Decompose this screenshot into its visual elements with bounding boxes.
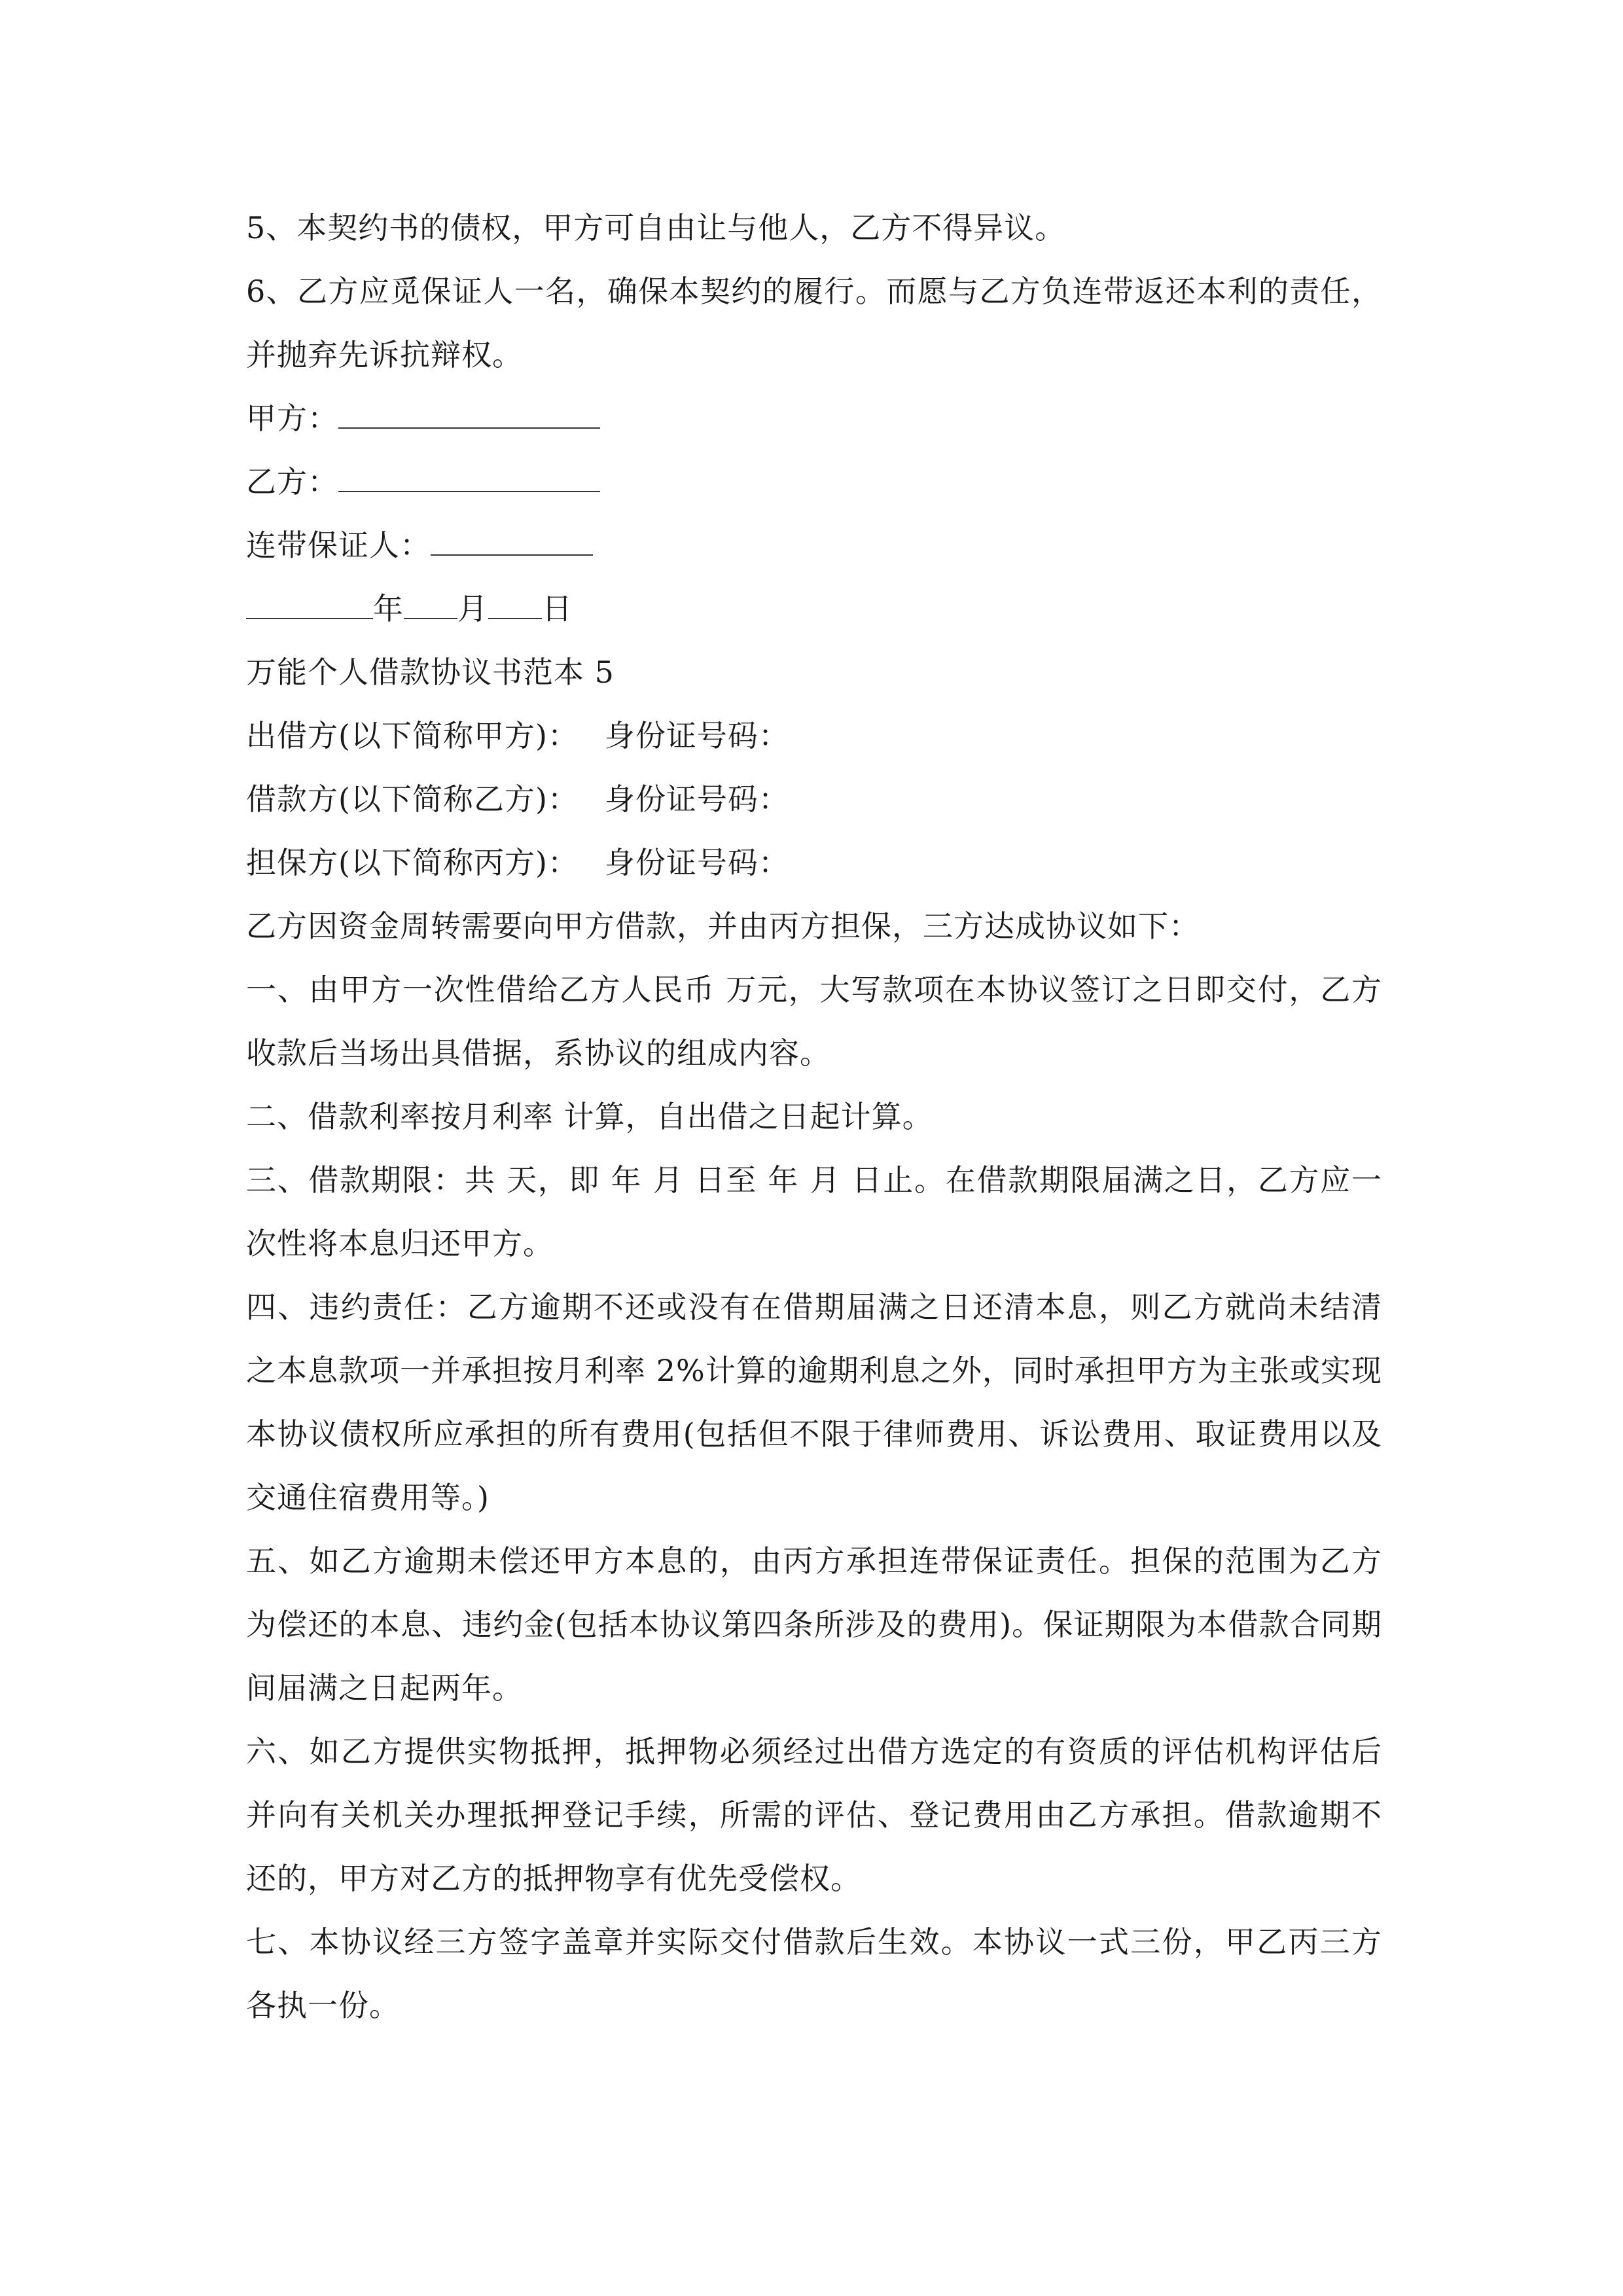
article-2: 二、借款利率按月利率 计算，自出借之日起计算。 bbox=[246, 1099, 933, 1134]
party-guarantor-label: 担保方(以下简称丙方)： bbox=[246, 845, 579, 880]
article-3: 三、借款期限：共 天，即 年 月 日至 年 月 日止。在借款期限届满之日，乙方应一次性将本息归还甲方。 bbox=[246, 1162, 1382, 1261]
year-label: 年 bbox=[373, 591, 404, 626]
party-b-label: 乙方： bbox=[246, 464, 338, 499]
party-lender-id-label: 身份证号码： bbox=[604, 718, 789, 753]
article-1: 一、由甲方一次性借给乙方人民币 万元，大写款项在本协议签订之日即交付，乙方收款后当场出具借据，系协议的组成内容。 bbox=[246, 972, 1382, 1071]
party-b-blank bbox=[338, 454, 600, 492]
party-guarantor-id-label: 身份证号码： bbox=[604, 845, 789, 880]
guarantor-label: 连带保证人： bbox=[246, 528, 431, 563]
article-7: 七、本协议经三方签字盖章并实际交付借款后生效。本协议一式三份，甲乙丙三方各执一份。 bbox=[246, 1924, 1382, 2023]
party-borrower-id-label: 身份证号码： bbox=[604, 781, 789, 817]
party-b-signature-line bbox=[246, 450, 1382, 514]
party-lender-line bbox=[246, 704, 1382, 768]
month-blank bbox=[404, 581, 457, 619]
party-borrower-line bbox=[246, 768, 1382, 831]
party-a-signature-line bbox=[246, 387, 1382, 450]
clause-5: 5、本契约书的债权，甲方可自由让与他人，乙方不得异议。 bbox=[246, 210, 1066, 245]
party-a-blank bbox=[338, 391, 600, 429]
day-blank bbox=[488, 581, 542, 619]
agreement-intro: 乙方因资金周转需要向甲方借款，并由丙方担保，三方达成协议如下： bbox=[246, 908, 1200, 944]
party-guarantor-line bbox=[246, 831, 1382, 895]
date-line bbox=[246, 577, 1382, 641]
article-5: 五、如乙方逾期未偿还甲方本息的，由丙方承担连带保证责任。担保的范围为乙方为偿还的本息、违约金(包括本协议第四条所涉及的费用)。保证期限为本借款合同期间届满之日起两年。 bbox=[246, 1543, 1382, 1706]
article-6: 六、如乙方提供实物抵押，抵押物必须经过出借方选定的有资质的评估机构评估后并向有关机关办理抵押登记手续，所需的评估、登记费用由乙方承担。借款逾期不还的，甲方对乙方的抵押物享有优先受偿权。 bbox=[246, 1734, 1382, 1896]
document-body bbox=[246, 196, 1382, 2037]
party-a-label: 甲方： bbox=[246, 401, 338, 436]
clause-6: 6、乙方应觅保证人一名，确保本契约的履行。而愿与乙方负连带返还本利的责任，并抛弃先诉抗辩权。 bbox=[246, 274, 1382, 372]
year-blank bbox=[246, 581, 373, 619]
guarantor-signature-line bbox=[246, 514, 1382, 577]
guarantor-blank bbox=[431, 518, 593, 556]
section-title: 万能个人借款协议书范本 5 bbox=[246, 655, 615, 690]
article-4: 四、违约责任：乙方逾期不还或没有在借期届满之日还清本息，则乙方就尚未结清之本息款项一并承担按月利率 2%计算的逾期利息之外，同时承担甲方为主张或实现本协议债权所应承担的所有费用(包括但不限于律师费用、诉讼费用、取证费用以及交通住宿费用等。) bbox=[246, 1289, 1382, 1515]
party-borrower-label: 借款方(以下简称乙方)： bbox=[246, 781, 579, 817]
month-label: 月 bbox=[457, 591, 488, 626]
day-label: 日 bbox=[542, 591, 573, 626]
party-lender-label: 出借方(以下简称甲方)： bbox=[246, 718, 579, 753]
